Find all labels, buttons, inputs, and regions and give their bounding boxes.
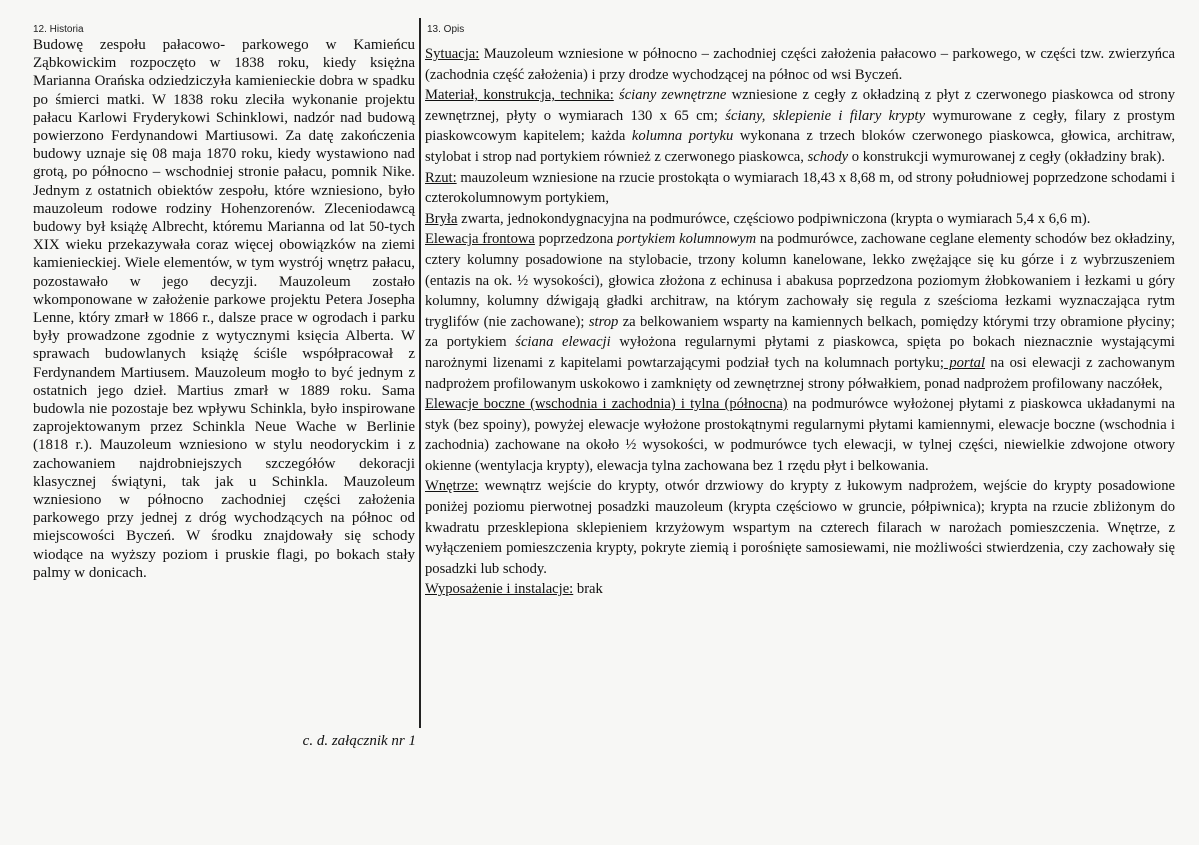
text-front-2: na podmurówce, zachowane ceglane elementy schodów bez okładziny, cztery kolumny posadowione na stylobacie, trzony kolumn kanelowane, lekko zwężające się ku górze i z wybrzuszeniem (entazis na ok. ½ wysokości), głowica złożona z echinusa i abakusa poprzedzona poziomym żłobkowaniem i łezkami u góry kolumny, kolumny dźwigają gładki architraw, na którym zachowały się regula z sześcioma łezkami wyznaczająca rytm tryglifów (nie zachowane); — [425, 231, 1175, 330]
term-stairs: schody — [803, 148, 849, 165]
paragraph-plan — [425, 168, 1175, 209]
term-outer-walls: ściany zewnętrzne — [613, 87, 727, 104]
text-interior: wewnątrz wejście do krypty, otwór drzwiowy do krypty z łukowym nadprożem, wejście do krypty posadowione poniżej poziomu pierwotnej posadzki mauzoleum (krypta częściowo w gruncie, półpiwnica); krypta na rzucie zbliżonym do kwadratu przesklepiona sklepieniem krzyżowym wspartym na czterech filarach w narożach pomieszczenia. Wnętrze, z wyłączeniem pomieszczenia krypty, pokryte ziemią i porośnięte samosiewami, nie możliwości stwierdzenia, czy zachowały się posadzki lub schody. — [425, 478, 1175, 577]
label-side-elevations: Elewacje boczne (wschodnia i zachodnia) i tylna (północna) — [425, 396, 788, 413]
label-material: Materiał, konstrukcja, technika: — [425, 87, 614, 104]
paragraph-location — [425, 44, 1175, 85]
text-front-3: za belkowaniem wsparty na kamiennych belkach, pomiędzy którymi trzy obramione płyciny; za portykiem — [425, 313, 1175, 351]
section-heading-history: 12. Historia — [33, 24, 84, 35]
text-front-4: wyłożona regularnymi płytami z piaskowca, spięta po bokach nieznacznie wystającymi narożnymi lizenami z kapitelami powtarzającymi podział tych na kolumnach portyku; — [425, 334, 1175, 371]
paragraph-material — [425, 85, 1175, 167]
paragraph-front-elevation — [425, 229, 1175, 394]
label-location: Sytuacja: — [425, 46, 480, 62]
term-portico: portykiem kolumnowym — [613, 231, 757, 248]
section-heading-description: 13. Opis — [427, 24, 465, 35]
history-text: Budowę zespołu pałacowo- parkowego w Kamieńcu Ząbkowickim rozpoczęto w 1838 roku, kiedy księżna Marianna Orańska odziedziczyła kamienieckie dobra w spadku po śmierci matki. W 1838 roku zleciła wykonanie projektu pałacu Karlowi Fryderykowi Schinklowi, nadzór nad budową powierzono Ferdynandowi Martiusowi. Za datę zakończenia budowy uznaje się 08 maja 1870 roku, kiedy wystawiono nad grotą, po północno – wschodniej stronie pałacu, pomnik Nike. Jednym z ostatnich obiektów zespołu, które wzniesiono, było mauzoleum rodowe rodziny Hohenzorenów. Zleceniodawcą budowy był książę Albrecht, któremu Marianna od lat 50-tych XIX wieku przekazywała coraz więcej obowiązków na ziemi kamienieckiej. Wiele elementów, w tym wystrój wnętrz pałacu, pozostawało w jego decyzji. Mauzoleum zostało wkomponowane w założenie parkowe projektu Petera Josepha Lenne, który zmarł w 1866 r., dalsze prace w ogrodach i parku były prowadzone zgodnie z wytycznymi księcia Alberta. W sprawach budowlanych książę ściśle współpracował z Ferdynandem Martiusem. Mauzoleum mogło to być jednym z ostatnich jego dzieł. Martius zmarł w 1889 roku. Sama budowla nie pozostaje bez wpływu Schinkla, było inspirowane zaprojektowanym przez Schinkla Neue Wache w Berlinie (1818 r.). Mauzoleum wzniesiono w stylu neodoryckim i z zachowaniem najdrobniejszych szczegółów dekoracji klasycznej świątyni, tak jak u Schinkla. Mauzoleum wzniesiono w północno zachodniej części założenia parkowego przy jednej z dróg wychodzących na północ od miejscowości Byczeń. W środku znajdowały się schody wiodące na wyższy poziom i pruskie flagi, po bokach stały palmy w donicach. — [33, 37, 415, 581]
term-portal: portal — [943, 354, 985, 371]
term-portico-column: kolumna portyku — [625, 128, 734, 145]
paragraph-interior — [425, 476, 1175, 579]
label-massing: Bryła — [425, 210, 458, 227]
term-ceiling: strop — [584, 313, 619, 330]
description-column — [425, 44, 1175, 600]
column-divider — [419, 18, 421, 728]
term-elevation-wall: ściana elewacji — [506, 334, 611, 351]
text-massing: zwarta, jednokondygnacyjna na podmurówce, częściowo podpiwniczona (krypta o wymiarach 5,4 x 6,6 m). — [457, 210, 1091, 227]
label-interior: Wnętrze: — [425, 478, 479, 495]
text-material-3: wykonana z trzech bloków czerwonego piaskowca, głowica, architraw, stylobat i strop nad portykiem również z czerwonego piaskowca, — [425, 128, 1175, 165]
text-plan: mauzoleum wzniesione na rzucie prostokąta o wymiarach 18,43 x 8,68 m, od strony południowej poprzedzone schodami i czterokolumnowym portykiem, — [425, 169, 1175, 207]
paragraph-massing — [425, 209, 1175, 230]
text-equipment: brak — [573, 581, 603, 598]
term-crypt-walls: ściany, sklepienie i filary krypty — [718, 107, 926, 124]
text-material-2: wymurowane z cegły, filary z prostym piaskowcowym kapitelem; każda — [425, 107, 1175, 145]
text-front-1: poprzedzona — [534, 231, 614, 248]
label-equipment: Wyposażenie i instalacje: — [425, 581, 574, 598]
attachment-note: c. d. załącznik nr 1 — [302, 733, 416, 749]
text-material-4: o konstrukcji wymurowanej z cegły (okładziny brak). — [848, 148, 1166, 165]
text-front-5: na osi elewacji z zachowanym nadprożem profilowanym uskokowo i zamknięty od zewnętrznej strony półwałkiem, ponad nadprożem profilowany naczółek, — [425, 354, 1176, 392]
history-column — [33, 36, 415, 582]
label-plan: Rzut: — [425, 169, 457, 186]
paragraph-side-elevations — [425, 394, 1175, 476]
paragraph-equipment — [425, 579, 1175, 600]
text-side-elevations: na podmurówce wyłożonej płytami z piaskowca układanymi na styk (bez spoiny), powyżej elewacje wyłożone prostokątnymi regularnymi płytami kamiennymi, elewacje boczne (wschodnia i zachodnia) zachowane na około ½ wysokości, w podmurówce tych elewacji, w tylnej części, niewielkie zdwojone otwory okienne (wentylacja krypty), elewacja tylna zachowana bez 1 rzędu płyt i belkowania. — [425, 396, 1175, 474]
text-material-1: wzniesione z cegły z okładziną z płyt z czerwonego piaskowca od strony zewnętrznej, płyty o wymiarach 130 x 65 cm; — [425, 87, 1175, 124]
text-location: Mauzoleum wzniesione w północno – zachodniej części założenia pałacowo – parkowego, w części tzw. zwierzyńca (zachodnia część założenia) i przy drodze wychodzącej na północ od wsi Byczeń. — [425, 46, 1175, 83]
label-front-elevation: Elewacja frontowa — [425, 231, 535, 248]
